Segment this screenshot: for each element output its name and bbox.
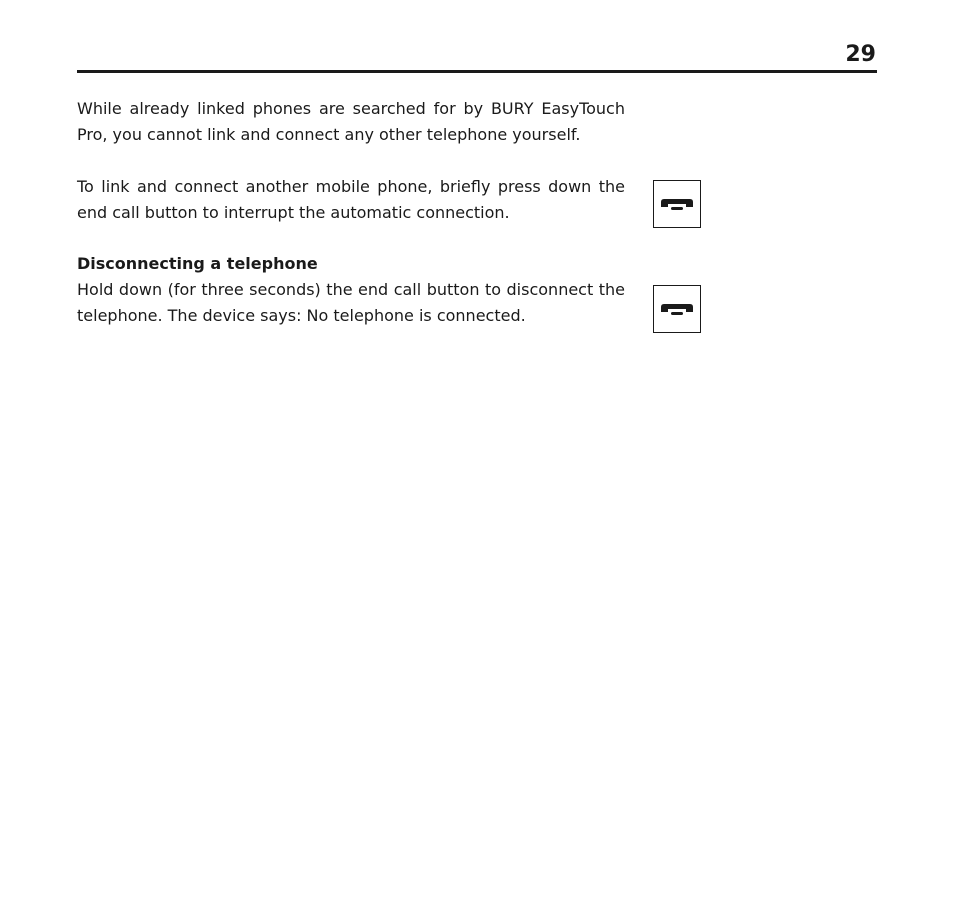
page-number: 29: [845, 42, 876, 67]
header-divider: [77, 70, 877, 73]
section-heading-disconnecting: Disconnecting a telephone: [77, 254, 318, 273]
end-call-button-icon: [653, 180, 701, 228]
end-call-button-icon: [653, 285, 701, 333]
paragraph-search-info: While already linked phones are searched for by BURY EasyTouch Pro, you cannot link and connect any other telephone yourself.: [77, 99, 625, 144]
paragraph-link-another-phone: To link and connect another mobile phone, briefly press down the end call button to interrupt the automatic connection.: [77, 177, 625, 222]
paragraph-disconnect-instructions: Hold down (for three seconds) the end call button to disconnect the telephone. The device says: No telephone is connected.: [77, 280, 625, 325]
